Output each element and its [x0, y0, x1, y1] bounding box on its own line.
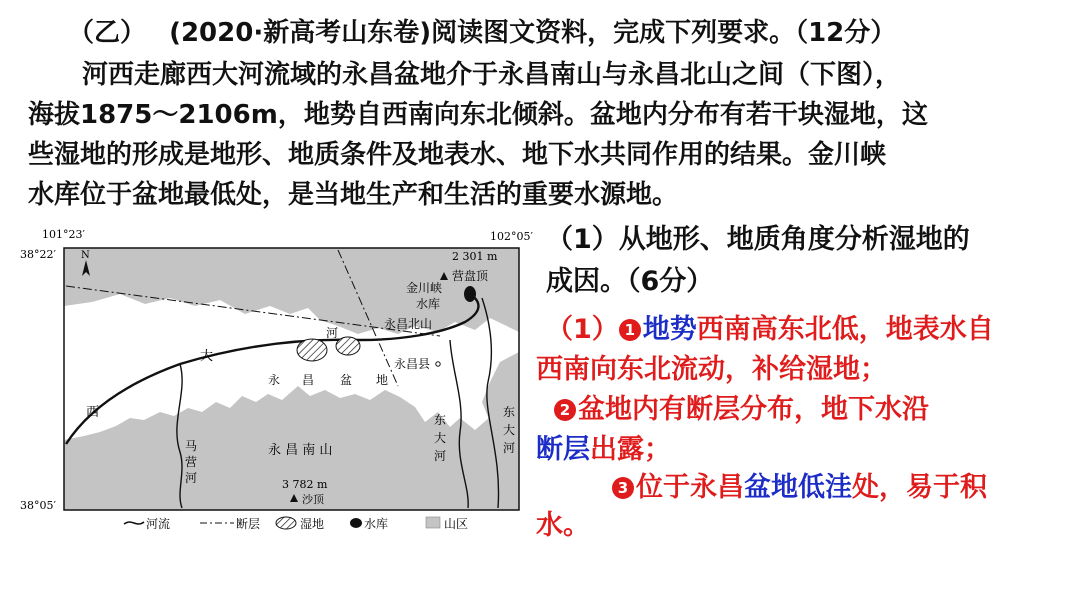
peak-sha-label: 沙顶	[302, 493, 324, 506]
dongdahe-left-char-2: 大	[434, 431, 447, 445]
north-label: N	[81, 250, 90, 261]
question-1-line-2: 成因。（6分）	[546, 266, 714, 297]
title-source: (2020·新高考山东卷)阅读图文资料，完成下列要求。（12分）	[169, 18, 897, 48]
paragraph-line-4: 水库位于盆地最低处，是当地生产和生活的重要水源地。	[28, 180, 679, 210]
answer-line-4	[536, 430, 671, 470]
reservoir-label-2: 水库	[416, 297, 441, 311]
legend-mountain-symbol	[426, 517, 440, 528]
answer-1-keyword: 地势	[642, 314, 697, 345]
legend-reservoir-symbol	[350, 518, 362, 528]
map-legend	[124, 516, 468, 531]
river-xi-label: 西	[86, 405, 100, 420]
answer-3-text-end: 处，易于积	[852, 472, 987, 503]
dongdahe-left-char-1: 东	[434, 413, 447, 427]
mayinghe-char-2: 营	[185, 455, 198, 469]
mayinghe-char-3: 河	[185, 471, 198, 485]
answer-line-1	[546, 310, 994, 350]
answer-2-text: 盆地内有断层分布，地下水沿	[578, 394, 929, 425]
paragraph-line-2: 海拔1875～2106m，地势自西南向东北倾斜。盆地内分布有若干块湿地，这	[28, 100, 928, 130]
number-1-icon: 1	[619, 319, 641, 341]
paragraph-line-1: 河西走廊西大河流域的永昌盆地介于永昌南山与永昌北山之间（下图），	[82, 60, 902, 90]
dongdahe-right-char-1: 东	[503, 405, 516, 419]
dongdahe-right-char-3: 河	[503, 441, 516, 455]
legend-wetland-symbol	[276, 517, 296, 529]
mayinghe-char-1: 马	[185, 439, 198, 453]
coord-top-right-lon: 102°05′	[490, 230, 533, 243]
basin-char-3: 盆	[340, 373, 353, 387]
number-3-icon: 3	[612, 477, 634, 499]
legend-wetland-label: 湿地	[300, 517, 325, 531]
answer-1-text: 西南高东北低，地表水自	[696, 314, 994, 345]
coord-bottom-lat: 38°05′	[20, 499, 56, 512]
question-title	[28, 14, 896, 52]
basin-char-1: 永	[268, 373, 281, 387]
wetland-2	[336, 337, 360, 355]
basin-map	[20, 222, 550, 542]
reservoir-label-1: 金川峡	[406, 281, 443, 295]
wetland-1	[297, 339, 327, 361]
question-1-line-1: （1）从地形、地质角度分析湿地的	[546, 224, 970, 255]
river-he-label: 河	[326, 326, 339, 340]
peak-yingpan-label: 营盘顶	[452, 269, 489, 283]
paragraph-line-3: 些湿地的形成是地形、地质条件及地表水、地下水共同作用的结果。金川峡	[28, 140, 887, 170]
number-2-icon: 2	[554, 399, 576, 421]
legend-mountain-label: 山区	[444, 517, 469, 531]
answer-3-text: 位于永昌	[636, 472, 744, 503]
legend-river-symbol	[124, 522, 144, 524]
title-prefix: （乙）	[68, 18, 147, 48]
answer-2-keyword: 断层	[536, 434, 590, 465]
dongdahe-right-char-2: 大	[503, 423, 516, 437]
answer-prefix: （1）	[546, 314, 619, 345]
south-mountain-label: 永 昌 南 山	[268, 443, 333, 458]
legend-river-label: 河流	[146, 517, 171, 531]
peak-sha-elevation: 3 782 m	[282, 478, 328, 491]
answer-line-5	[612, 468, 987, 508]
dongdahe-left-char-3: 河	[434, 449, 447, 463]
coord-top-lat: 38°22′	[20, 248, 56, 261]
answer-3-keyword: 盆地低洼	[744, 472, 852, 503]
peak-yingpan-elevation: 2 301 m	[452, 250, 498, 263]
coord-top-left-lon: 101°23′	[42, 228, 85, 241]
answer-2-text-end: 出露；	[590, 434, 671, 465]
legend-reservoir-label: 水库	[364, 517, 389, 531]
legend-fault-label: 断层	[236, 517, 261, 531]
county-label: 永昌县	[394, 357, 431, 371]
basin-char-4: 地	[376, 373, 389, 387]
basin-char-2: 昌	[302, 373, 315, 387]
north-mountain-label: 永昌北山	[384, 317, 433, 331]
answer-line-3	[554, 390, 929, 430]
answer-line-2: 西南向东北流动，补给湿地；	[536, 354, 887, 385]
answer-line-6: 水。	[536, 510, 590, 541]
river-da-label: 大	[200, 349, 214, 364]
